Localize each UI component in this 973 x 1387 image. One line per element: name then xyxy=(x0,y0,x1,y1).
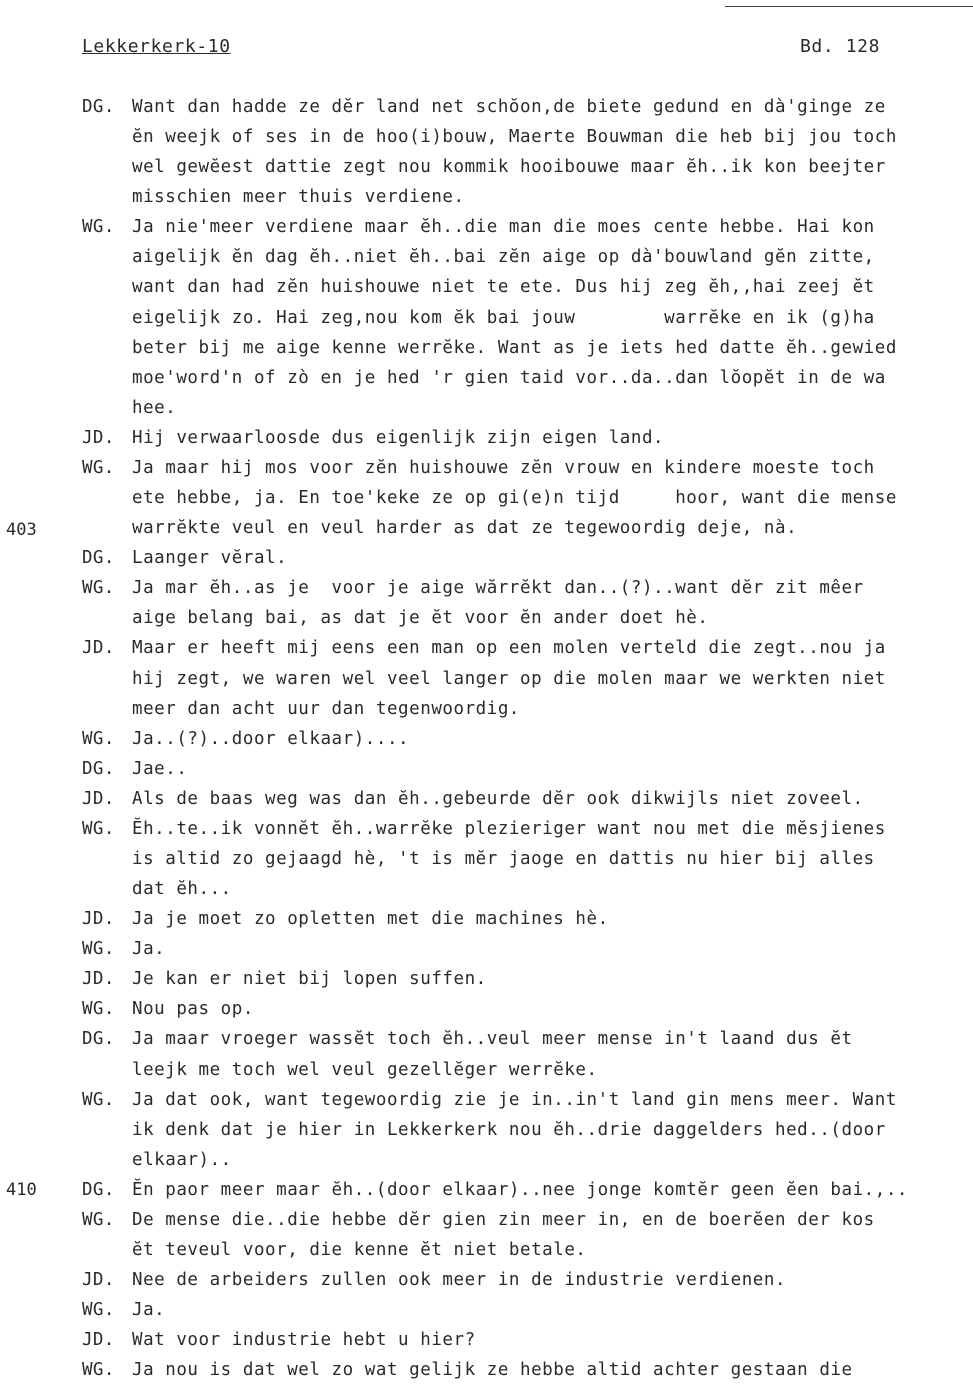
speaker-label: DG. xyxy=(82,97,115,117)
utterance-line: elkaar).. xyxy=(132,1149,232,1170)
utterance-line: Ja je moet zo opletten met die machines hè. xyxy=(132,909,609,930)
speaker-label: WG. xyxy=(82,457,115,478)
utterance-line: eigelijk zo. Hai zeg,nou kom ĕk bai jouw warrĕke en ik (g)ha xyxy=(132,307,875,328)
speaker-label: WG. xyxy=(82,818,115,839)
utterance-line: Laanger vĕral. xyxy=(132,548,288,569)
utterance-line: Ja mar ĕh..as je voor je aige wărrĕkt dan..(?)..want dĕr zit mêer xyxy=(132,578,864,599)
utterance-line: aigelijk ĕn dag ĕh..niet ĕh..bai zĕn aige op dà'bouwland gĕn zitte, xyxy=(132,247,875,268)
speaker-label: WG. xyxy=(82,1209,115,1230)
margin-line-number: 410 xyxy=(6,1180,37,1200)
utterance-line: hee. xyxy=(132,397,177,418)
utterance-line: Hij verwaarloosde dus eigenlijk zijn eigen land. xyxy=(132,427,665,448)
utterance-line: Als de baas weg was dan ĕh..gebeurde dĕr ook dikwijls niet zoveel. xyxy=(132,788,864,809)
utterance-line: Ja nie'meer verdiene maar ĕh..die man die moes cente hebbe. Hai kon xyxy=(132,217,875,238)
utterance-line: warrĕkte veul en veul harder as dat ze tegewoordig deje, nà. xyxy=(132,518,798,539)
speaker-label: WG. xyxy=(82,728,115,749)
utterance-line: Nou pas op. xyxy=(132,999,254,1020)
utterance-line: Ja maar hij mos voor zĕn huishouwe zĕn vrouw en kindere moeste toch xyxy=(132,457,875,478)
utterance-line: hij zegt, we waren wel veel langer op die molen maar we werkten niet xyxy=(132,668,886,689)
speaker-label: WG. xyxy=(82,1089,115,1110)
margin-line-number: 403 xyxy=(6,520,37,540)
speaker-label: WG. xyxy=(82,217,115,238)
utterance-line: Nee de arbeiders zullen ook meer in de industrie verdienen. xyxy=(132,1270,787,1291)
utterance-line: Jae.. xyxy=(132,758,188,779)
speaker-label: WG. xyxy=(82,999,115,1020)
utterance-line: Je kan er niet bij lopen suffen. xyxy=(132,969,487,990)
utterance-line: meer dan acht uur dan tegenwoordig. xyxy=(132,698,521,719)
utterance-line: Ja maar vroeger wassĕt toch ĕh..veul meer mense in't laand dus ĕt xyxy=(132,1029,853,1050)
utterance-line: ete hebbe, ja. En toe'keke ze op gi(e)n tijd hoor, want die mense xyxy=(132,488,897,509)
utterance-line: want dan had zĕn huishouwe niet te ete. Dus hij zeg ĕh,,hai zeej ĕt xyxy=(132,277,875,298)
utterance-line: Ja. xyxy=(132,1300,166,1321)
utterance-line: ik denk dat je hier in Lekkerkerk nou ĕh..drie daggelders hed..(door xyxy=(132,1119,886,1140)
speaker-label: JD. xyxy=(82,969,115,990)
utterance-line: leejk me toch wel veul gezellĕger werrĕke. xyxy=(132,1059,598,1080)
utterance-line: dat ĕh... xyxy=(132,879,232,900)
utterance-line: aige belang bai, as dat je ĕt voor ĕn ander doet hè. xyxy=(132,608,709,629)
utterance-line: moe'word'n of zò en je hed 'r gien taid vor..da..dan lŏopĕt in de wa xyxy=(132,367,886,388)
utterance-line: ĕt teveul voor, die kenne ĕt niet betale. xyxy=(132,1240,587,1261)
utterance-line: Wat voor industrie hebt u hier? xyxy=(132,1330,476,1351)
speaker-label: DG. xyxy=(82,548,115,569)
speaker-label: JD. xyxy=(82,1270,115,1291)
speaker-label: JD. xyxy=(82,788,115,809)
utterance-line: ĕn weejk of ses in de hoo(i)bouw, Maerte Bouwman die heb bij jou toch xyxy=(132,127,897,148)
speaker-label: DG. xyxy=(82,758,115,779)
speaker-label: JD. xyxy=(82,1330,115,1351)
utterance-line: Ĕh..te..ik vonnĕt ĕh..warrĕke plezieriger want nou met die mĕsjienes xyxy=(132,818,886,839)
speaker-label: WG. xyxy=(82,1360,115,1381)
utterance-line: misschien meer thuis verdiene. xyxy=(132,187,465,208)
utterance-line: wel gewĕest dattie zegt nou kommik hooibouwe maar ĕh..ik kon beejter xyxy=(132,157,886,178)
utterance-line: Want dan hadde ze dĕr land net schŏon,de biete gedund en dà'ginge ze xyxy=(132,97,886,117)
page-title: Lekkerkerk-10 xyxy=(82,36,231,57)
speaker-label: WG. xyxy=(82,939,115,960)
utterance-line: Ja. xyxy=(132,939,166,960)
tape-number: Bd. 128 xyxy=(800,36,881,57)
utterance-line: is altid zo gejaagd hè, 't is mĕr jaoge en dattis nu hier bij alles xyxy=(132,849,875,869)
speaker-label: JD. xyxy=(82,909,115,930)
utterance-line: beter bij me aige kenne werrĕke. Want as je iets hed datte ĕh..gewied xyxy=(132,337,897,358)
utterance-line: Ĕn paor meer maar ĕh..(door elkaar)..nee jonge komtĕr geen ĕen bai.,.. xyxy=(132,1179,909,1200)
utterance-line: De mense die..die hebbe dĕr gien zin meer in, en de boerĕen der kos xyxy=(132,1209,875,1230)
speaker-label: DG. xyxy=(82,1029,115,1050)
top-rule xyxy=(725,6,973,7)
speaker-label: WG. xyxy=(82,578,115,599)
speaker-label: JD. xyxy=(82,638,115,659)
speaker-label: DG. xyxy=(82,1179,115,1200)
speaker-label: WG. xyxy=(82,1300,115,1321)
utterance-line: Ja dat ook, want tegewoordig zie je in..in't land gin mens meer. Want xyxy=(132,1089,897,1110)
utterance-line: Ja nou is dat wel zo wat gelijk ze hebbe altid achter gestaan die xyxy=(132,1360,853,1381)
utterance-line: Maar er heeft mij eens een man op een molen verteld die zegt..nou ja xyxy=(132,638,886,659)
speaker-label: JD. xyxy=(82,427,115,448)
utterance-line: Ja..(?)..door elkaar).... xyxy=(132,728,410,749)
